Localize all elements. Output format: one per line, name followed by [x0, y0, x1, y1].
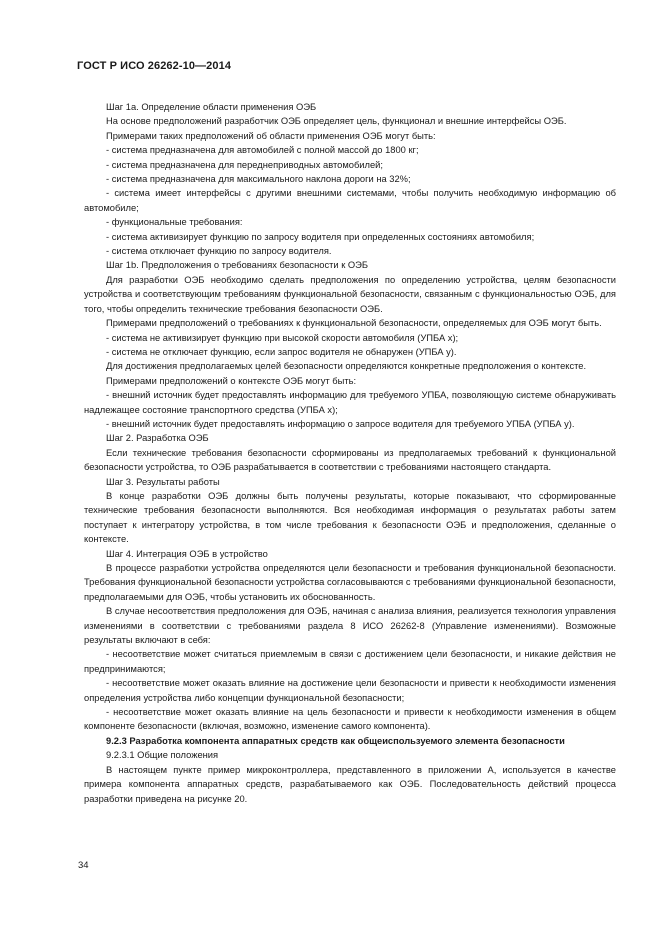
paragraph: Примерами таких предположений об области применения ОЭБ могут быть:	[106, 130, 436, 141]
paragraph: Шаг 2. Разработка ОЭБ	[106, 433, 209, 444]
paragraph: - система предназначена для автомобилей с полной массой до 1800 кг;	[106, 145, 419, 156]
paragraph: Если технические требования безопасности сформированы из предполагаемых требований к функциональной безопасности устройства, то ОЭБ разрабатывается в соответствии с требованиями настоящего стандарта.	[84, 447, 616, 473]
page-number: 34	[78, 860, 89, 871]
paragraph: На основе предположений разработчик ОЭБ определяет цель, функционал и внешние интерфейсы ОЭБ.	[106, 116, 567, 127]
paragraph: - внешний источник будет предоставлять информацию для требуемого УПБА, позволяющую системе обнаруживать надлежащее состояние транспортного средства (УПБА x);	[84, 390, 616, 415]
paragraph: 9.2.3.1 Общие положения	[106, 750, 219, 761]
document-header: ГОСТ Р ИСО 26262-10—2014	[77, 60, 232, 72]
paragraph: В настоящем пункте пример микроконтроллера, представленного в приложении А, используется в качестве примера компонента аппаратных средств, разрабатываемого как ОЭБ. Последовательность действий процесса разработки приведена на рисунке 20.	[84, 764, 616, 804]
paragraph: В конце разработки ОЭБ должны быть получены результаты, которые показывают, что сформированные технические требования безопасности выполняются. Вся необходимая информация о результатах работы затем поступает к интегратору устройства, в том числе требования к безопасности ОЭБ и предположения, сделанные о контексте.	[84, 490, 616, 545]
paragraph: Для достижения предполагаемых целей безопасности определяются конкретные предположения о контексте.	[106, 361, 587, 372]
paragraph: - система предназначена для переднеприводных автомобилей;	[106, 159, 383, 170]
paragraph: Примерами предположений о требованиях к функциональной безопасности, определяемых для ОЭБ могут быть.	[106, 318, 602, 329]
paragraph: В процессе разработки устройства определяются цели безопасности и требования функциональной безопасности. Требования функциональной безопасности устройства согласовываются с требованиями функциональной безопасности, предполагаемыми для ОЭБ, чтобы установить их обоснованность.	[84, 563, 616, 602]
paragraph: - функциональные требования:	[106, 217, 243, 228]
paragraph: Примерами предположений о контексте ОЭБ могут быть:	[106, 375, 357, 386]
paragraph: - внешний источник будет предоставлять информацию о запросе водителя для требуемого УПБА (УПБА y).	[106, 418, 575, 429]
paragraph: Шаг 4. Интеграция ОЭБ в устройство	[106, 548, 268, 559]
paragraph: Для разработки ОЭБ необходимо сделать предположения по определению устройства, целям безопасности устройства и соответствующим требованиям функциональной безопасности, связанным с функциональностью ОЭБ, для того, чтобы определить технические требования безопасности ОЭБ.	[84, 274, 616, 314]
paragraph: В случае несоответствия предположения для ОЭБ, начиная с анализа влияния, реализуется технология управления изменениями в соответствии с требованиями раздела 8 ИСО 26262-8 (Управление изменениями). Возможные результаты включают в себя:	[84, 606, 616, 646]
paragraph: - система активизирует функцию по запросу водителя при определенных состояниях автомобиля;	[106, 231, 535, 242]
paragraph: Шаг 1b. Предположения о требованиях безопасности к ОЭБ	[106, 260, 369, 271]
paragraph: Шаг 3. Результаты работы	[106, 476, 220, 487]
paragraph: - система не отключает функцию, если запрос водителя не обнаружен (УПБА y).	[106, 346, 457, 357]
section-heading: 9.2.3 Разработка компонента аппаратных средств как общеиспользуемого элемента безопасности	[106, 735, 565, 746]
paragraph: - система предназначена для максимального наклона дороги на 32%;	[106, 174, 411, 185]
paragraph: - система не активизирует функцию при высокой скорости автомобиля (УПБА x);	[106, 332, 459, 343]
paragraph: - система имеет интерфейсы с другими внешними системами, чтобы получить необходимую информацию об автомобиле;	[84, 188, 616, 213]
paragraph: - несоответствие может считаться приемлемым в связи с достижением цели безопасности, и никакие действия не предпринимаются;	[84, 649, 616, 674]
paragraph: - несоответствие может оказать влияние на достижение цели безопасности и привести к необходимости изменения определения устройства либо концепции функциональной безопасности;	[84, 678, 616, 703]
paragraph: - система отключает функцию по запросу водителя.	[106, 246, 332, 257]
document-body	[84, 100, 616, 806]
paragraph: - несоответствие может оказать влияние на цель безопасности и привести к необходимости изменения в общем компоненте безопасности (включая, возможно, изменение самого компонента).	[84, 707, 616, 732]
paragraph: Шаг 1а. Определение области применения ОЭБ	[106, 102, 317, 112]
